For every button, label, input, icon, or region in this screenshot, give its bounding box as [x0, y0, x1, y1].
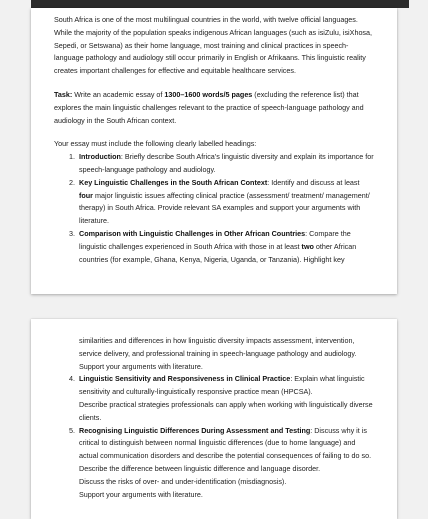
list-item: 2. Key Linguistic Challenges in the South African Context: Identify and discuss at least four major linguistic issues affecting clinical practice (assessment/ treatment/ management/ therapy) in South Africa. Provide relevant SA examples and support your arguments with literature.	[77, 177, 375, 228]
word-count: 1300–1600 words/5 pages	[164, 89, 253, 99]
intro-paragraph: South Africa is one of the most multilingual countries in the world, with twelve official languages. While the majority of the population speaks indigenous African languages (such as isiZulu, isiXhosa, Sepedi, or Setswana) as their home language, most training and clinical practices in speech-language pathology and audiology still occur primarily in English or Afrikaans. This linguistic reality creates important challenges for effective and equitable healthcare services.	[54, 15, 373, 76]
list-item: 3. Comparison with Linguistic Challenges in Other African Countries: Compare the linguistic challenges experienced in South Africa with those in at least two other African countries (for example, Ghana, Kenya, Nigeria, Uganda, or Tanzania). Highlight key	[77, 228, 375, 266]
document-page-1	[31, 8, 397, 294]
list-item-continuation: similarities and differences in how linguistic diversity impacts assessment, intervention, service delivery, and professional training in speech-language pathology and audiology. Support your arguments with literature.	[79, 336, 357, 371]
headings-list	[54, 151, 375, 266]
list-item: 1. Introduction: Briefly describe South Africa’s linguistic diversity and explain its importance for speech-language pathology and audiology.	[77, 151, 375, 177]
headings-intro: Your essay must include the following clearly labelled headings:	[54, 139, 257, 149]
task-paragraph: Task: Write an academic essay of 1300–1600 words/5 pages (excluding the reference list) that explores the main linguistic challenges relevant to the practice of speech-language pathology and audiology in the South African context.	[54, 89, 364, 125]
headings-list-continued	[54, 373, 375, 501]
list-item: 4. Linguistic Sensitivity and Responsiveness in Clinical Practice: Explain what linguistic sensitivity and culturally-linguistically responsive practice mean (HPCSA). Describe practical strategies professionals can apply when working with linguistically diverse clients.	[77, 373, 375, 424]
list-item: 5. Recognising Linguistic Differences During Assessment and Testing: Discuss why it is critical to distinguish between normal linguistic differences (due to home language) and actual communication disorders and describe the potential consequences of failing to do so. Describe the difference between linguistic difference and language disorder. Discuss the risks of over- and under-identification (misdiagnosis). Support your arguments with literature.	[77, 425, 375, 502]
task-label: Task:	[54, 89, 73, 99]
document-page-2	[31, 319, 397, 519]
document-toolbar-edge	[31, 0, 409, 8]
